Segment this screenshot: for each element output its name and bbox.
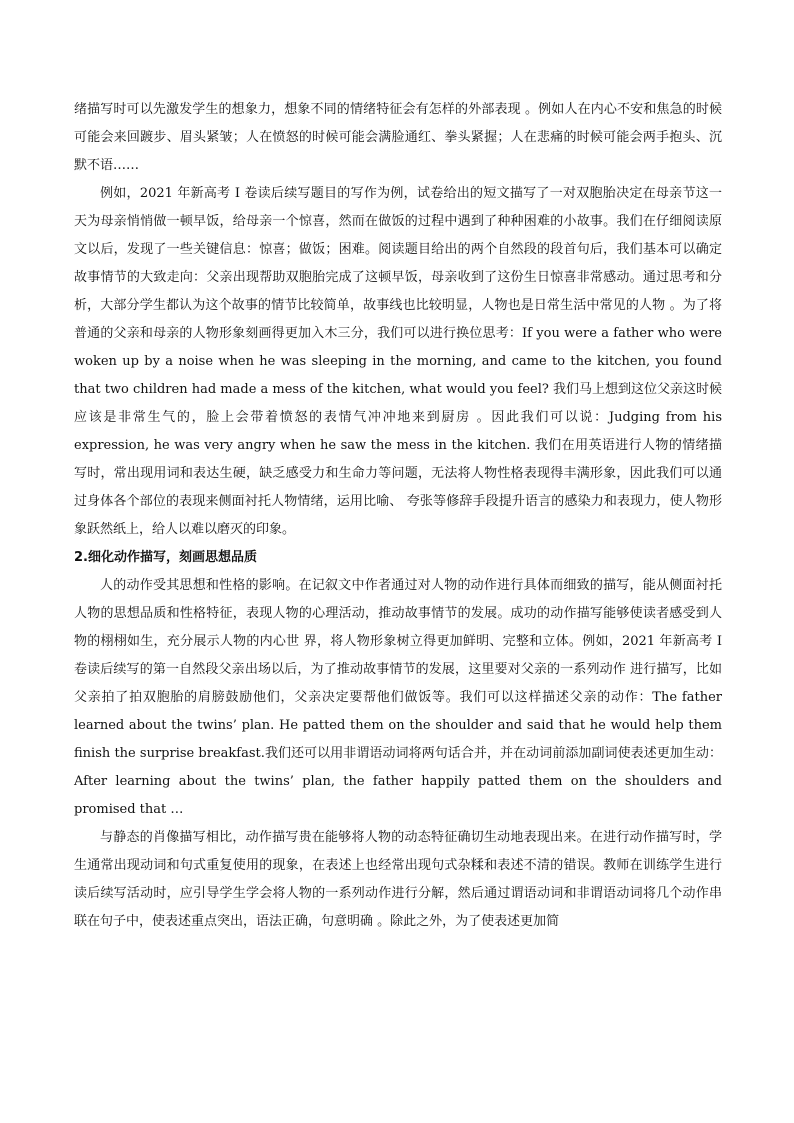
paragraph-4: 与静态的肖像描写相比，动作描写贵在能够将人物的动态特征确切生动地表现出来。在进行动作描写时，学生通常出现动词和句式重复使用的现象，在表述上也经常出现句式杂糅和表述不清的错误。教师在训练学生进行读后续写活动时，应引导学生学会将人物的一系列动作进行分解，然后通过谓语动词和非谓语动词将几个动作串联在句子中，使表述重点突出，语法正确，句意明确 。除此之外，为了使表述更加简	[74, 830, 722, 929]
paragraph-1: 绪描写时可以先激发学生的想象力，想象不同的情绪特征会有怎样的外部表现 。例如人在内心不安和焦急的时候可能会来回踱步、眉头紧皱；人在愤怒的时候可能会满脸通红、拳头紧握；人在悲痛的时候可能会两手抱头、沉默不语……	[74, 102, 722, 173]
paragraph-3: 人的动作受其思想和性格的影响。在记叙文中作者通过对人物的动作进行具体而细致的描写，能从侧面衬托人物的思想品质和性格特征，表现人物的心理活动，推动故事情节的发展。成功的动作描写能够使读者感受到人物的栩栩如生，充分展示人物的内心世 界，将人物形象树立得更加鲜明、完整和立体。例如，2021 年新高考 I 卷读后续写的第一自然段父亲出场以后，为了推动故事情节的发展，这里要对父亲的一系列动作 进行描写，比如父亲拍了拍双胞胎的肩膀鼓励他们，父亲决定要帮他们做饭等。我们可以这样描述父亲的动作：The father learned about the twins’ plan. He patted them on the shoulder and said that he would help them finish the surprise breakfast.我们还可以用非谓语动词将两句话合并，并在动词前添加副词使表述更加生动：After learning about the twins’ plan, the father happily patted them on the shoulders and promised that …	[74, 578, 722, 817]
paragraph-2: 例如，2021 年新高考 I 卷读后续写题目的写作为例，试卷给出的短文描写了一对双胞胎决定在母亲节这一天为母亲悄悄做一顿早饭，给母亲一个惊喜，然而在做饭的过程中遇到了种种困难的小故事。我们在仔细阅读原文以后，发现了一些关键信息：惊喜；做饭；困难。阅读题目给出的两个自然段的段首句后，我们基本可以确定故事情节的大致走向：父亲出现帮助双胞胎完成了这顿早饭，母亲收到了这份生日惊喜非常感动。通过思考和分析，大部分学生都认为这个故事的情节比较简单，故事线也比较明显，人物也是日常生活中常见的人物 。为了将普通的父亲和母亲的人物形象刻画得更加入木三分，我们可以进行换位思考：If you were a father who were woken up by a noise when he was sleeping in the morning, and came to the kitchen, you found that two children had made a mess of the kitchen, what would you feel? 我们马上想到这位父亲这时候应该是非常生气的，脸上会带着愤怒的表情气冲冲地来到厨房 。因此我们可以说：Judging from his expression, he was very angry when he saw the mess in the kitchen. 我们在用英语进行人物的情绪描写时，常出现用词和表达生硬，缺乏感受力和生命力等问题，无法将人物性格表现得丰满形象，因此我们可以通过身体各个部位的表现来侧面衬托人物情绪，运用比喻、 夸张等修辞手段提升语言的感染力和表现力，使人物形象跃然纸上，给人以难以磨灭的印象。	[74, 186, 723, 537]
document-body	[74, 96, 722, 936]
section-heading: 2.细化动作描写，刻画思想品质	[74, 550, 257, 565]
